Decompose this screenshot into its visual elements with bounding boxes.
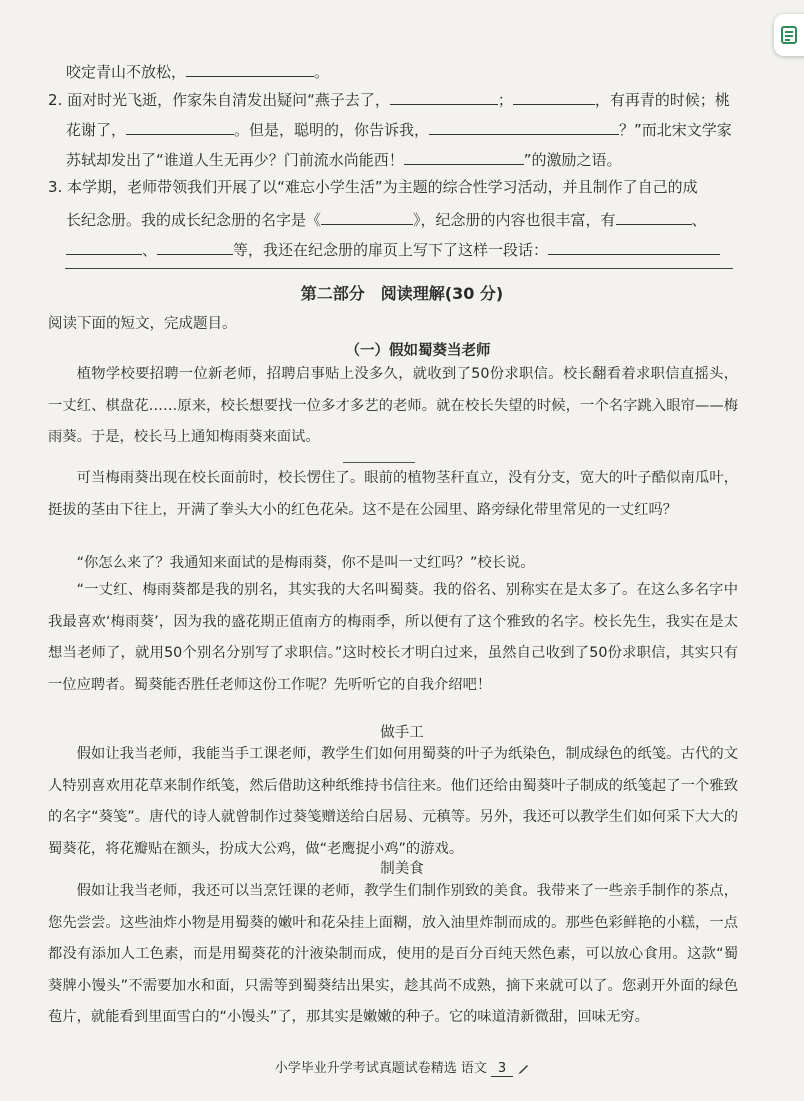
answer-blank[interactable] xyxy=(429,116,619,135)
answer-blank[interactable] xyxy=(66,236,142,255)
subheading-food: 制美食 xyxy=(380,861,424,877)
answer-blank[interactable] xyxy=(404,146,524,165)
q3-text: 等，我还在纪念册的扉页上写下了这样一段话： xyxy=(233,241,549,259)
q2-text: ”的激励之语。 xyxy=(523,151,622,169)
side-toolbar-tab[interactable] xyxy=(774,14,804,56)
question-2-line-1 xyxy=(48,86,730,110)
answer-blank[interactable] xyxy=(321,206,413,225)
q3-text: 本学期，老师带领我们开展了以“难忘小学生活”为主题的综合性学习活动，并且制作了自己的成 xyxy=(67,178,698,196)
answer-blank[interactable] xyxy=(390,86,498,105)
paragraph-1: 植物学校要招聘一位新老师，招聘启事贴上没多久，就收到了50份求职信。校长翻看着求职信直摇头，一丈红、棋盘花……原来，校长想要找一位多才多艺的老师。就在校长失望的时候，一个名字跳入眼帘——梅雨葵。于是，校长马上通知梅雨葵来面试。 xyxy=(48,366,738,445)
q2-text: 花谢了， xyxy=(66,121,127,139)
q2-text: ？”而北宋文学家 xyxy=(619,121,732,139)
q2-text: ； xyxy=(497,91,513,109)
q2-text: 。但是，聪明的，你告诉我， xyxy=(234,121,430,139)
answer-blank[interactable] xyxy=(126,116,234,135)
question-3-line-3 xyxy=(66,236,720,260)
page-number: 3 xyxy=(491,1061,513,1077)
q3-text: 》，纪念册的内容也很丰富，有 xyxy=(413,211,616,229)
question-3-line-2 xyxy=(66,206,707,230)
paragraph-4: “一丈红、梅雨葵都是我的别名，其实我的大名叫蜀葵。我的俗名、别称实在是太多了。在这么多名字中我最喜欢‘梅雨葵’，因为我的盛花期正值南方的梅雨季，所以便有了这个雅致的名字。校长先生，我实在是太想当老师了，就用50个别名分别写了求职信。”这时校长才明白过来，虽然自己收到了50份求职信，其实只有一位应聘者。蜀葵能否胜任老师这份工作呢？先听听它的自我介绍吧！ xyxy=(48,582,738,693)
q2-text: ，有再青的时候；桃 xyxy=(594,91,730,109)
answer-blank[interactable] xyxy=(513,86,595,105)
q3-text: 、 xyxy=(691,211,707,229)
part-2-title: 第二部分 阅读理解(30 分) xyxy=(300,284,504,303)
q2-text: 苏轼却发出了“谁道人生无再少？门前流水尚能西！ xyxy=(66,151,404,169)
pen-icon xyxy=(517,1063,529,1075)
line0-end: 。 xyxy=(314,63,330,81)
paragraph-2: 可当梅雨葵出现在校长面前时，校长愣住了。眼前的植物茎秆直立，没有分支，宽大的叶子酷似南瓜叶，挺拔的茎由下往上，开满了拳头大小的红色花朵。这不是在公园里、路旁绿化带里常见的一丈红吗？ xyxy=(48,470,738,518)
answer-line[interactable] xyxy=(65,268,733,269)
q3-text: 长纪念册。我的成长纪念册的名字是《 xyxy=(66,211,322,229)
paragraph-5: 假如让我当老师，我能当手工课老师，教学生们如何用蜀葵的叶子为纸染色，制成绿色的纸笺。古代的文人特别喜欢用花草来制作纸笺，然后借助这种纸维持书信往来。他们还给由蜀葵叶子制成的纸笺起了一个雅致的名字“葵笺”。唐代的诗人就曾制作过葵笺赠送给白居易、元稹等。另外，我还可以教学生们如何采下大大的蜀葵花，将花瓣贴在额头，扮成大公鸡，做“老鹰捉小鸡”的游戏。 xyxy=(48,746,738,857)
reading-instruction: 阅读下面的短文，完成题目。 xyxy=(48,316,237,332)
footer-text: 小学毕业升学考试真题试卷精选 语文 xyxy=(274,1061,487,1076)
question-2-line-2 xyxy=(66,116,732,140)
q2-text: 面对时光飞逝，作家朱自清发出疑问“燕子去了， xyxy=(67,91,390,109)
passage-title: （一）假如蜀葵当老师 xyxy=(345,343,491,359)
answer-blank[interactable] xyxy=(548,236,720,255)
question-3-line-1 xyxy=(48,176,698,197)
page-footer xyxy=(0,1057,804,1077)
subheading-handcraft: 做手工 xyxy=(380,725,424,741)
answer-blank[interactable] xyxy=(186,58,314,77)
paragraph-6: 假如让我当老师，我还可以当烹饪课的老师，教学生们制作别致的美食。我带来了一些亲手制作的茶点，您先尝尝。这些油炸小物是用蜀葵的嫩叶和花朵挂上面糊，放入油里炸制而成的。那些色彩鲜艳的小糕，一点都没有添加人工色素，而是用蜀葵花的汁液染制而成，使用的是百分百纯天然色素，可以放心食用。这款“蜀葵牌小馒头”不需要加水和面，只需等到蜀葵结出果实，趁其尚不成熟，摘下来就可以了。您剥开外面的绿色苞片，就能看到里面雪白的“小馒头”了，那其实是嫩嫩的种子。它的味道清新微甜，回味无穷。 xyxy=(48,883,738,1025)
question-number: 3. xyxy=(48,178,63,196)
fill-line-0 xyxy=(66,58,329,82)
answer-blank[interactable] xyxy=(616,206,692,225)
line0-text: 咬定青山不放松， xyxy=(66,63,187,81)
answer-blank[interactable] xyxy=(157,236,233,255)
question-2-line-3 xyxy=(66,146,622,170)
notes-icon xyxy=(781,26,799,44)
q3-text: 、 xyxy=(142,241,158,259)
question-number: 2. xyxy=(48,91,63,109)
paragraph-3: “你怎么来了？我通知来面试的是梅雨葵，你不是叫一丈红吗？”校长说。 xyxy=(76,555,535,571)
